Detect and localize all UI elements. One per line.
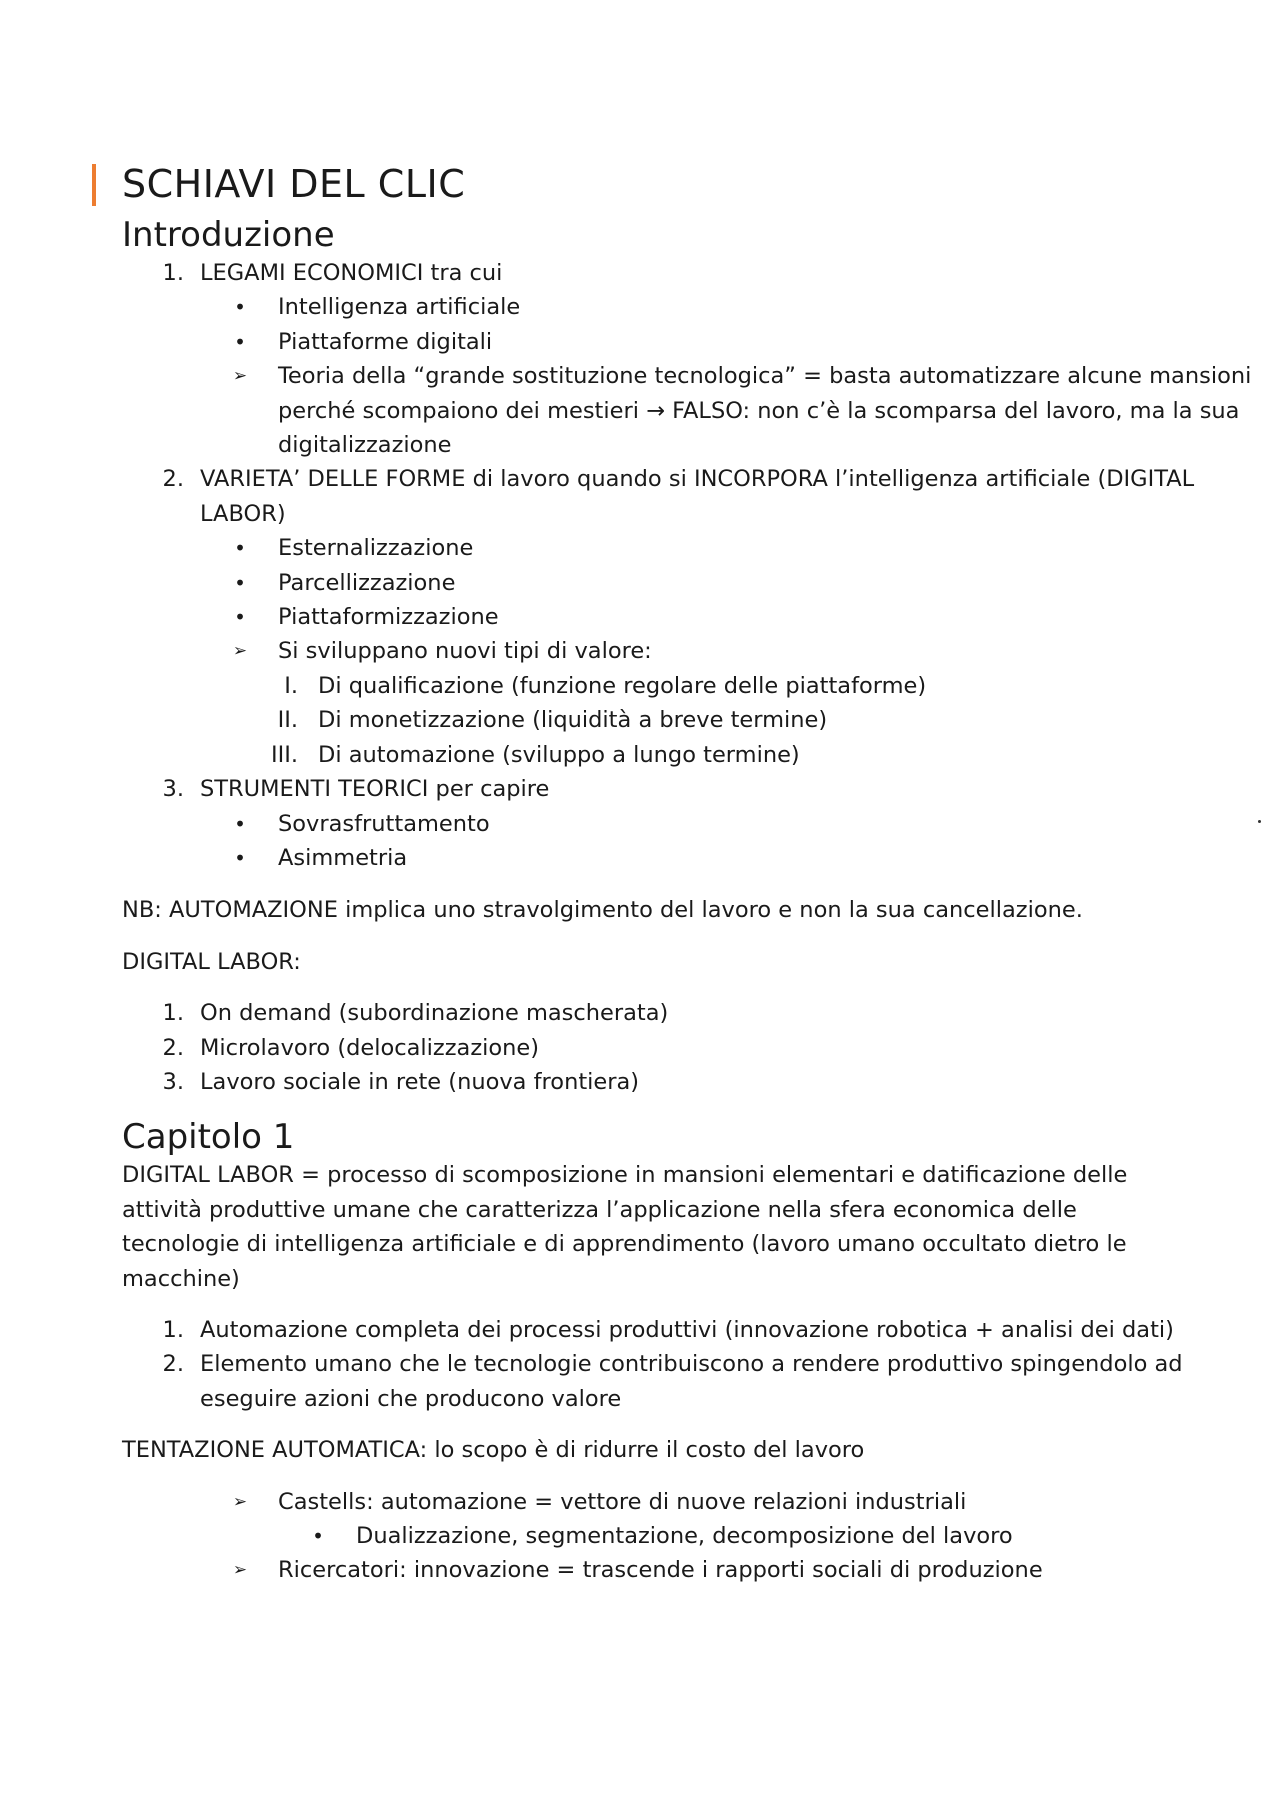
bullet-icon: • bbox=[234, 536, 246, 561]
arrow-item bbox=[122, 1485, 1182, 1519]
bullet-icon: • bbox=[234, 605, 246, 630]
tentazione-paragraph: TENTAZIONE AUTOMATICA: lo scopo è di ridurre il costo del lavoro bbox=[122, 1437, 865, 1464]
bullet-text: Piattaformizzazione bbox=[278, 604, 499, 631]
roman-item bbox=[122, 669, 1182, 703]
roman-text: Di qualificazione (funzione regolare delle piattaforme) bbox=[318, 672, 927, 699]
list-number: 1. bbox=[162, 1316, 184, 1343]
bullet-icon: • bbox=[312, 1524, 324, 1548]
list-item-text: Lavoro sociale in rete (nuova frontiera) bbox=[200, 1068, 640, 1095]
bullet-icon: • bbox=[234, 295, 246, 320]
list-number: 3. bbox=[162, 1068, 184, 1095]
bullet-text: Esternalizzazione bbox=[278, 535, 474, 562]
roman-item bbox=[122, 738, 1182, 772]
section-heading-capitolo-1: Capitolo 1 bbox=[122, 1117, 295, 1158]
arrow-bullet-icon: ➢ bbox=[232, 1491, 248, 1512]
list-number: 3. bbox=[162, 776, 184, 803]
bullet-item bbox=[122, 600, 1182, 634]
arrow-text: Castells: automazione = vettore di nuove relazioni industriali bbox=[278, 1488, 967, 1515]
arrow-item bbox=[122, 634, 1182, 668]
arrow-bullet-icon: ➢ bbox=[232, 641, 248, 662]
roman-item bbox=[122, 703, 1182, 737]
list-item-text: STRUMENTI TEORICI per capire bbox=[200, 776, 550, 803]
definition-paragraph: DIGITAL LABOR = processo di scomposizione in mansioni elementari e datificazione delle attività produttive umane che caratterizza l’applicazione nella sfera economica delle tecnologie di intelligenza artificiale e di apprendimento (lavoro umano occultato dietro le macchine) bbox=[122, 1162, 1128, 1292]
document-title: SCHIAVI DEL CLIC bbox=[122, 162, 466, 206]
list-item-text: LEGAMI ECONOMICI tra cui bbox=[200, 260, 503, 286]
roman-number: I. bbox=[284, 672, 298, 699]
arrow-item bbox=[122, 1553, 1182, 1587]
list-item-text: Automazione completa dei processi produttivi (innovazione robotica + analisi dei dati) bbox=[200, 1316, 1174, 1343]
roman-number: III. bbox=[270, 741, 298, 768]
roman-number: II. bbox=[277, 707, 298, 734]
roman-text: Di automazione (sviluppo a lungo termine) bbox=[318, 741, 800, 768]
nb-paragraph: NB: AUTOMAZIONE implica uno stravolgimento del lavoro e non la sua cancellazione. bbox=[122, 897, 1083, 924]
arrow-text: Ricercatori: innovazione = trascende i rapporti sociali di produzione bbox=[278, 1557, 1043, 1584]
list-item bbox=[122, 1031, 1182, 1065]
arrow-item bbox=[122, 359, 1268, 462]
document-content bbox=[122, 158, 1252, 1588]
list-number: 1. bbox=[162, 1000, 184, 1027]
title-block bbox=[122, 158, 1182, 214]
bullet-item bbox=[122, 841, 1182, 875]
arrow-bullet-icon: ➢ bbox=[232, 1560, 248, 1581]
list-number: 1. bbox=[162, 260, 184, 286]
list-item bbox=[122, 462, 1210, 531]
list-item bbox=[122, 256, 1182, 290]
list-number: 2. bbox=[162, 1034, 184, 1061]
list-item-text: Elemento umano che le tecnologie contribuiscono a rendere produttivo spingendolo ad eseguire azioni che producono valore bbox=[200, 1351, 1183, 1412]
list-item-text: VARIETA’ DELLE FORME di lavoro quando si INCORPORA l’intelligenza artificiale (DIGITAL LABOR) bbox=[200, 466, 1195, 527]
bullet-text: Parcellizzazione bbox=[278, 569, 456, 596]
bullet-icon: • bbox=[234, 845, 246, 870]
list-item bbox=[122, 996, 1182, 1030]
bullet-item bbox=[122, 1519, 1182, 1553]
roman-text: Di monetizzazione (liquidità a breve termine) bbox=[318, 707, 828, 734]
bullet-item bbox=[122, 290, 1182, 324]
digital-labor-label: DIGITAL LABOR: bbox=[122, 948, 301, 975]
bullet-item bbox=[122, 325, 1182, 359]
list-number: 2. bbox=[162, 466, 184, 493]
list-number: 2. bbox=[162, 1351, 184, 1378]
bullet-item bbox=[122, 531, 1182, 565]
bullet-icon: • bbox=[234, 570, 246, 595]
section-heading-introduzione: Introduzione bbox=[122, 215, 335, 255]
arrow-text: Si sviluppano nuovi tipi di valore: bbox=[278, 638, 652, 665]
bullet-item bbox=[122, 566, 1182, 600]
title-accent-bar bbox=[92, 164, 96, 206]
bullet-text: Sovrasfruttamento bbox=[278, 810, 490, 837]
list-item bbox=[122, 1313, 1210, 1347]
stray-dot bbox=[1258, 820, 1261, 823]
bullet-text: Intelligenza artificiale bbox=[278, 294, 521, 321]
bullet-text: Dualizzazione, segmentazione, decomposizione del lavoro bbox=[356, 1523, 1013, 1549]
list-item-text: On demand (subordinazione mascherata) bbox=[200, 1000, 669, 1027]
bullet-icon: • bbox=[234, 329, 246, 354]
bullet-icon: • bbox=[234, 811, 246, 836]
arrow-text: Teoria della “grande sostituzione tecnologica” = basta automatizzare alcune mansioni perché scompaiono dei mestieri → FALSO: non c’è la scomparsa del lavoro, ma la sua digitalizzazione bbox=[278, 363, 1252, 459]
list-item bbox=[122, 1347, 1210, 1416]
arrow-bullet-icon: ➢ bbox=[232, 366, 248, 387]
bullet-text: Piattaforme digitali bbox=[278, 328, 493, 355]
list-item bbox=[122, 772, 1182, 806]
bullet-text: Asimmetria bbox=[278, 844, 408, 871]
bullet-item bbox=[122, 807, 1182, 841]
list-item-text: Microlavoro (delocalizzazione) bbox=[200, 1034, 540, 1061]
list-item bbox=[122, 1065, 1182, 1099]
